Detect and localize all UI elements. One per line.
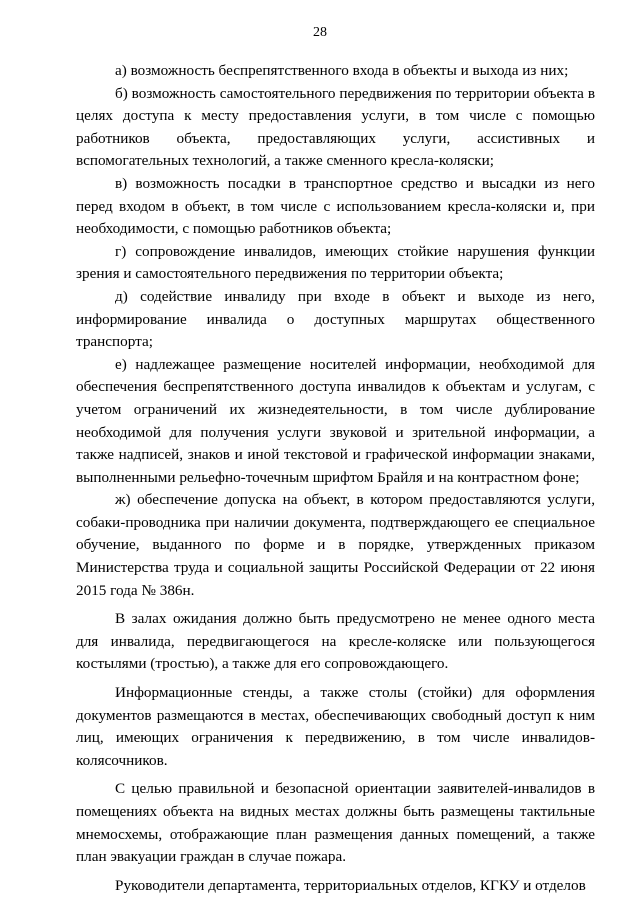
paragraph-item-g: г) сопровождение инвалидов, имеющих стойкие нарушения функции зрения и самостоятельного передвижения по территории объекта; <box>76 242 595 283</box>
paragraph-item-e: е) надлежащее размещение носителей информации, необходимой для обеспечения беспрепятственного доступа инвалидов к объектам и услугам, с учетом ограничений их жизнедеятельности, в том числе дублирование необходимой для получения услуги звуковой и зрительной информации, а также надписей, знаков и иной текстовой и графической информации знаками, выполненными рельефно-точечным шрифтом Брайля и на контрастном фоне; <box>76 355 595 486</box>
paragraph-item-a: а) возможность беспрепятственного входа в объекты и выхода из них; <box>115 62 569 79</box>
document-body <box>76 60 595 897</box>
paragraph-heads: Руководители департамента, территориальных отделов, КГКУ и отделов <box>115 876 586 894</box>
paragraph-item-v: в) возможность посадки в транспортное средство и высадки из него перед входом в объект, в том числе с использованием кресла-коляски и, при необходимости, с помощью работников объекта; <box>76 174 595 238</box>
paragraph-item-b: б) возможность самостоятельного передвижения по территории объекта в целях доступа к месту предоставления услуги, в том числе с помощью работников объекта, предоставляющих услуги, ассистивных и вспомогательных технологий, а также сменного кресла-коляски; <box>76 84 595 170</box>
paragraph-item-d: д) содействие инвалиду при входе в объект и выходе из него, информирование инвалида о доступных маршрутах общественного транспорта; <box>76 287 595 351</box>
page-number: 28 <box>313 25 327 40</box>
paragraph-waiting-halls: В залах ожидания должно быть предусмотрено не менее одного места для инвалида, передвигающегося на кресле-коляске или пользующегося костылями (тростью), а также для его сопровождающего. <box>76 610 595 673</box>
paragraph-item-zh: ж) обеспечение допуска на объект, в котором предоставляются услуги, собаки-проводника при наличии документа, подтверждающего ее специальное обучение, выданного по форме и в порядке, утвержденных приказом Министерства труда и социальной защиты Российской Федерации от 22 июня 2015 года № 386н. <box>76 491 595 599</box>
paragraph-orientation: С целью правильной и безопасной ориентации заявителей-инвалидов в помещениях объекта на видных местах должны быть размещены тактильные мнемосхемы, отображающие план размещения данных помещений, а также план эвакуации граждан в случае пожара. <box>76 780 595 866</box>
paragraph-info-stands: Информационные стенды, а также столы (стойки) для оформления документов размещаются в местах, обеспечивающих свободный доступ к ним лиц, имеющих ограничения к передвижению, в том числе инвалидов-колясочников. <box>76 684 595 769</box>
